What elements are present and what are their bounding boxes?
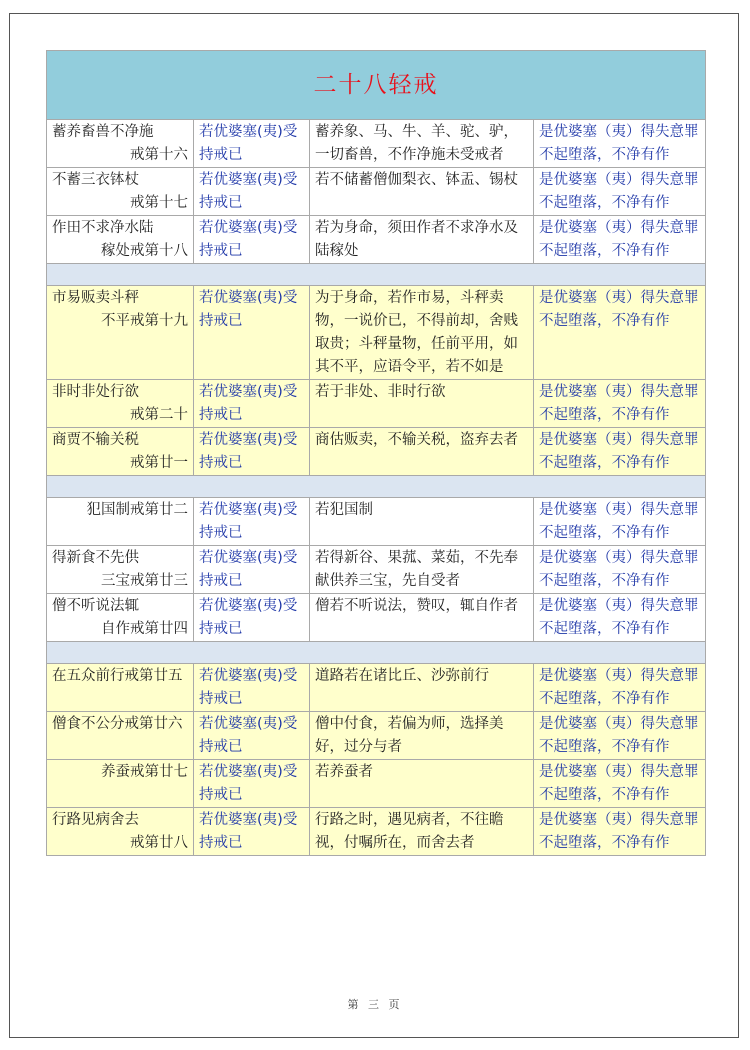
- precept-name-line1: 非时非处行欲: [52, 384, 139, 400]
- precept-name: [47, 712, 194, 760]
- precept-name: [47, 760, 194, 808]
- precept-subject: 若优婆塞(夷)受持戒已: [194, 168, 310, 216]
- precept-name-line1: 行路见病舍去: [52, 812, 139, 828]
- precept-description: 蓄养象、马、牛、羊、驼、驴，一切畜兽，不作净施未受戒者: [310, 120, 534, 168]
- precept-subject: 若优婆塞(夷)受持戒已: [194, 428, 310, 476]
- precept-name-line2: 稼处戒第十八: [101, 243, 188, 259]
- precept-row: [47, 380, 706, 428]
- precept-name-line2: 自作戒第廿四: [101, 621, 188, 637]
- precept-result: 是优婆塞（夷）得失意罪不起堕落，不净有作: [534, 286, 706, 380]
- precept-result: 是优婆塞（夷）得失意罪不起堕落，不净有作: [534, 546, 706, 594]
- precept-description: 行路之时，遇见病者，不往瞻视，付嘱所在，而舍去者: [310, 808, 534, 856]
- precept-row: [47, 594, 706, 642]
- precept-name-line1: 僧不听说法辄: [52, 598, 139, 614]
- precept-subject: 若优婆塞(夷)受持戒已: [194, 286, 310, 380]
- precept-subject: 若优婆塞(夷)受持戒已: [194, 380, 310, 428]
- precept-row: [47, 546, 706, 594]
- precept-result: 是优婆塞（夷）得失意罪不起堕落，不净有作: [534, 712, 706, 760]
- precept-name-line1: 市易贩卖斗秤: [52, 290, 139, 306]
- precept-description: 商估贩卖，不输关税，盗弃去者: [310, 428, 534, 476]
- precept-name: [47, 546, 194, 594]
- precept-name-line2: 戒第十六: [130, 147, 188, 163]
- precept-name-line2: 犯国制戒第廿二: [86, 502, 188, 518]
- precept-subject: 若优婆塞(夷)受持戒已: [194, 498, 310, 546]
- precept-result: 是优婆塞（夷）得失意罪不起堕落，不净有作: [534, 664, 706, 712]
- precept-name: [47, 216, 194, 264]
- precept-description: 若不储蓄僧伽梨衣、钵盂、锡杖: [310, 168, 534, 216]
- precept-row: [47, 286, 706, 380]
- precept-subject: 若优婆塞(夷)受持戒已: [194, 216, 310, 264]
- precept-subject: 若优婆塞(夷)受持戒已: [194, 760, 310, 808]
- precept-row: [47, 428, 706, 476]
- precept-name-line2: 养蚕戒第廿七: [101, 764, 188, 780]
- precept-row: [47, 216, 706, 264]
- precept-row: [47, 664, 706, 712]
- precept-description: 若为身命，须田作者不求净水及陆稼处: [310, 216, 534, 264]
- precept-row: [47, 712, 706, 760]
- group-separator: [47, 476, 706, 498]
- precept-name: [47, 498, 194, 546]
- page-title: 二十八轻戒: [47, 51, 706, 120]
- precept-row: [47, 760, 706, 808]
- precept-result: 是优婆塞（夷）得失意罪不起堕落，不净有作: [534, 594, 706, 642]
- precept-name-line1: 在五众前行戒第廿五: [52, 668, 183, 684]
- precept-result: 是优婆塞（夷）得失意罪不起堕落，不净有作: [534, 120, 706, 168]
- precept-name-line2: 戒第廿八: [130, 835, 188, 851]
- precept-name-line2: 不平戒第十九: [101, 313, 188, 329]
- precept-result: 是优婆塞（夷）得失意罪不起堕落，不净有作: [534, 216, 706, 264]
- precept-name: [47, 168, 194, 216]
- precept-subject: 若优婆塞(夷)受持戒已: [194, 120, 310, 168]
- precept-name-line2: 戒第二十: [130, 407, 188, 423]
- precept-name-line1: 得新食不先供: [52, 550, 139, 566]
- precept-row: [47, 168, 706, 216]
- precept-description: 若犯国制: [310, 498, 534, 546]
- page-number: 第 三 页: [347, 998, 403, 1011]
- precept-result: 是优婆塞（夷）得失意罪不起堕落，不净有作: [534, 808, 706, 856]
- precept-name-line1: 商贾不输关税: [52, 432, 139, 448]
- precept-result: 是优婆塞（夷）得失意罪不起堕落，不净有作: [534, 428, 706, 476]
- precept-subject: 若优婆塞(夷)受持戒已: [194, 664, 310, 712]
- precept-description: 道路若在诸比丘、沙弥前行: [310, 664, 534, 712]
- precept-name-line2: 戒第廿一: [130, 455, 188, 471]
- precept-result: 是优婆塞（夷）得失意罪不起堕落，不净有作: [534, 760, 706, 808]
- precepts-table: [46, 50, 706, 856]
- precept-description: 若得新谷、果菰、菜茹，不先奉献供养三宝，先自受者: [310, 546, 534, 594]
- group-separator: [47, 642, 706, 664]
- precept-description: 若于非处、非时行欲: [310, 380, 534, 428]
- precept-name: [47, 120, 194, 168]
- precept-name-line1: 僧食不公分戒第廿六: [52, 716, 183, 732]
- precept-name: [47, 380, 194, 428]
- precept-name-line1: 蓄养畜兽不净施: [52, 124, 154, 140]
- precept-description: 僧中付食，若偏为师，选择美好，过分与者: [310, 712, 534, 760]
- precept-name-line1: 作田不求净水陆: [52, 220, 154, 236]
- precept-name: [47, 594, 194, 642]
- precept-row: [47, 120, 706, 168]
- precept-name: [47, 428, 194, 476]
- precept-subject: 若优婆塞(夷)受持戒已: [194, 808, 310, 856]
- precept-name-line2: 三宝戒第廿三: [101, 573, 188, 589]
- precept-subject: 若优婆塞(夷)受持戒已: [194, 546, 310, 594]
- precept-subject: 若优婆塞(夷)受持戒已: [194, 712, 310, 760]
- precept-name: [47, 664, 194, 712]
- group-separator: [47, 264, 706, 286]
- precept-name: [47, 808, 194, 856]
- precept-subject: 若优婆塞(夷)受持戒已: [194, 594, 310, 642]
- precept-name: [47, 286, 194, 380]
- precept-description: 若养蚕者: [310, 760, 534, 808]
- precept-result: 是优婆塞（夷）得失意罪不起堕落，不净有作: [534, 380, 706, 428]
- precept-description: 为于身命，若作市易，斗秤卖物，一说价已，不得前却，舍贱取贵；斗秤量物，任前平用，如其不平，应语令平，若不如是: [310, 286, 534, 380]
- precept-result: 是优婆塞（夷）得失意罪不起堕落，不净有作: [534, 498, 706, 546]
- precept-name-line2: 戒第十七: [130, 195, 188, 211]
- precept-description: 僧若不听说法，赞叹，辄自作者: [310, 594, 534, 642]
- precept-result: 是优婆塞（夷）得失意罪不起堕落，不净有作: [534, 168, 706, 216]
- precept-row: [47, 498, 706, 546]
- precept-name-line1: 不蓄三衣钵杖: [52, 172, 139, 188]
- precept-row: [47, 808, 706, 856]
